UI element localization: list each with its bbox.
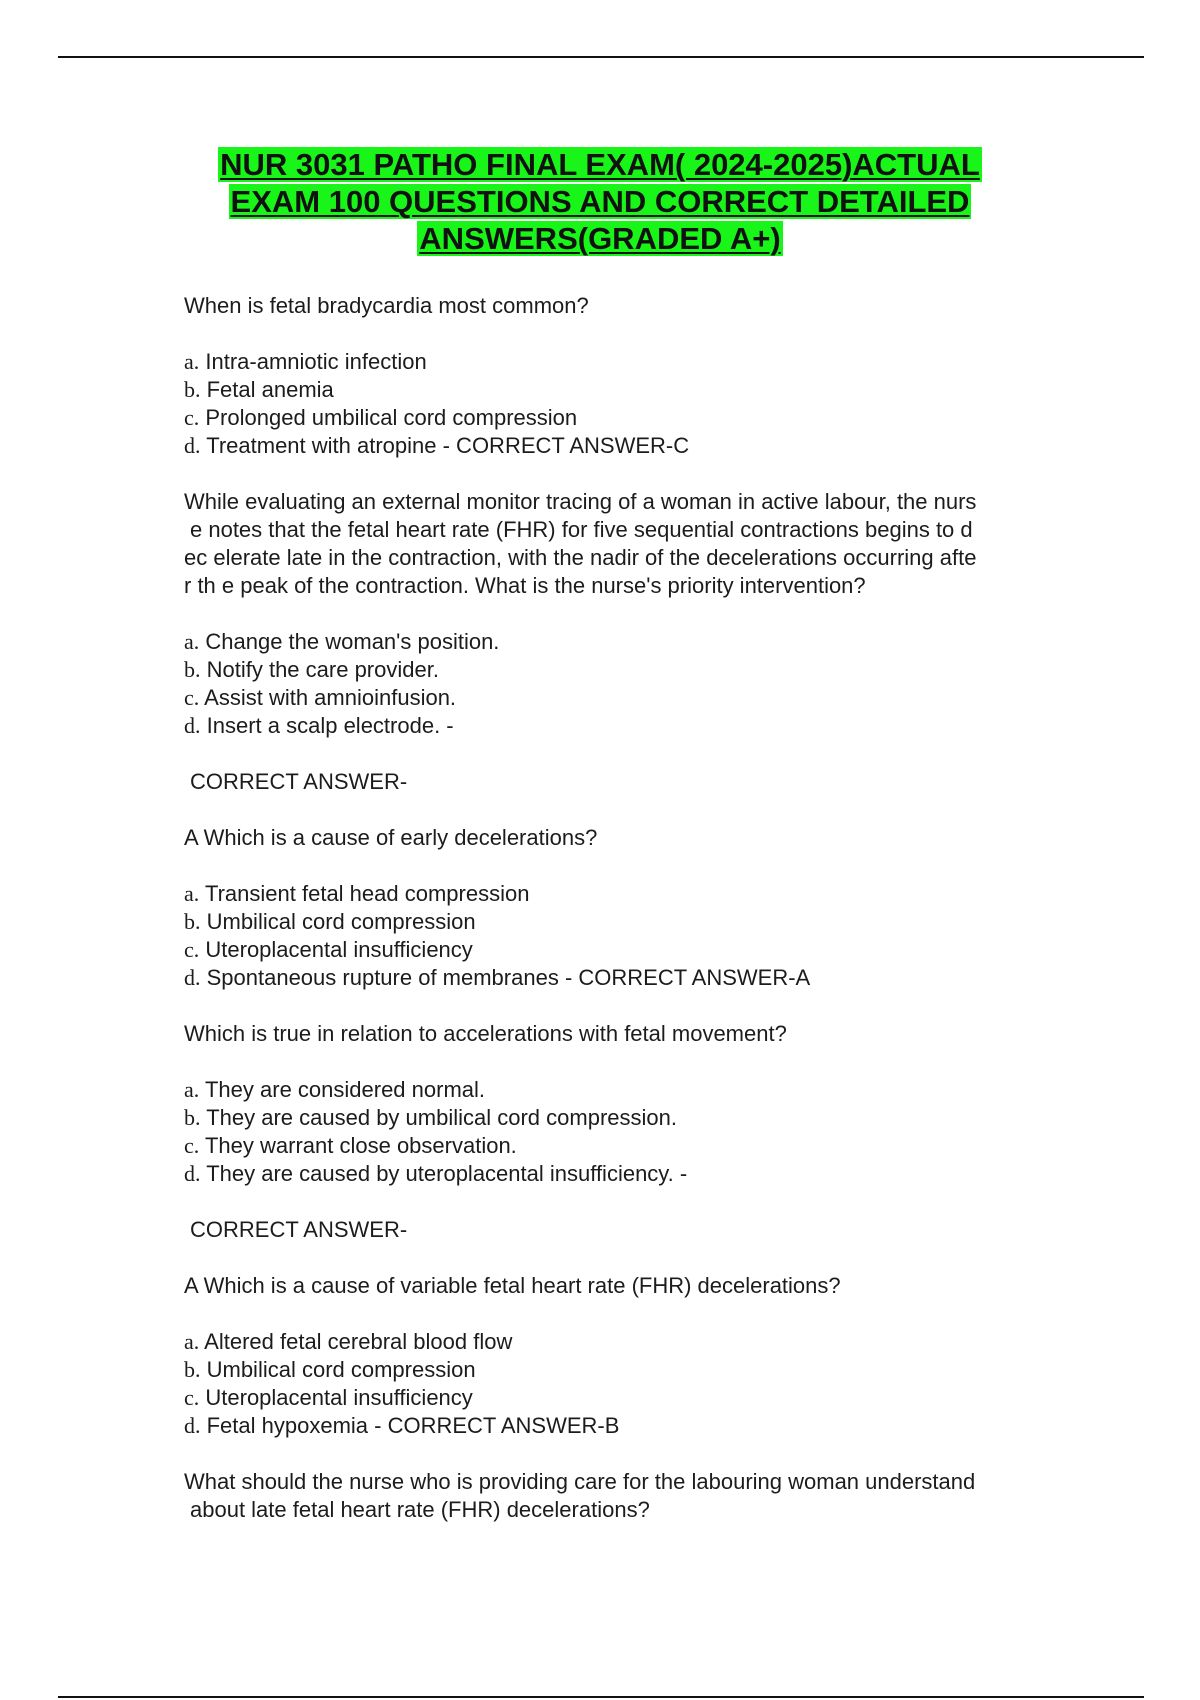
option-b: b. Notify the care provider. (184, 657, 439, 682)
question-2-answer: CORRECT ANSWER- (190, 769, 408, 794)
bottom-divider (58, 1696, 1144, 1698)
question-1-options (184, 348, 1064, 460)
option-d: d. Fetal hypoxemia - CORRECT ANSWER-B (184, 1413, 620, 1438)
title-line-1: NUR 3031 PATHO FINAL EXAM( 2024-2025)ACTUAL (220, 147, 980, 182)
option-c: c. They warrant close observation. (184, 1133, 517, 1158)
option-b: b. Fetal anemia (184, 377, 334, 402)
question-6 (184, 1468, 1064, 1524)
option-d: d. Insert a scalp electrode. - (184, 713, 454, 738)
option-b: b. Umbilical cord compression (184, 1357, 476, 1382)
title-line-3: ANSWERS(GRADED A+) (419, 221, 781, 256)
question-4-answer: CORRECT ANSWER- (190, 1217, 408, 1242)
question-6-line: What should the nurse who is providing care for the labouring woman understand (184, 1469, 976, 1494)
option-a: a. Intra-amniotic infection (184, 349, 427, 374)
question-2-line: e notes that the fetal heart rate (FHR) for five sequential contractions begins to d (190, 517, 973, 542)
question-2-line: While evaluating an external monitor tracing of a woman in active labour, the nurs (184, 489, 977, 514)
option-c: c. Uteroplacental insufficiency (184, 937, 473, 962)
option-b: b. Umbilical cord compression (184, 909, 476, 934)
question-5: A Which is a cause of variable fetal heart rate (FHR) decelerations? (184, 1273, 841, 1298)
question-5-options (184, 1328, 1064, 1440)
option-a: a. Altered fetal cerebral blood flow (184, 1329, 513, 1354)
document-body (184, 292, 1064, 1552)
option-c: c. Uteroplacental insufficiency (184, 1385, 473, 1410)
title-line-2: EXAM 100 QUESTIONS AND CORRECT DETAILED (230, 184, 970, 219)
question-4-options (184, 1076, 1064, 1188)
question-4: Which is true in relation to accelerations with fetal movement? (184, 1021, 787, 1046)
question-2 (184, 488, 1064, 600)
top-divider (58, 56, 1144, 58)
question-6-line: about late fetal heart rate (FHR) decelerations? (190, 1497, 650, 1522)
option-d: d. Treatment with atropine - CORRECT ANSWER-C (184, 433, 690, 458)
question-3-options (184, 880, 1064, 992)
question-1: When is fetal bradycardia most common? (184, 293, 589, 318)
question-2-line: ec elerate late in the contraction, with the nadir of the decelerations occurring afte (184, 545, 977, 570)
option-d: d. They are caused by uteroplacental insufficiency. - (184, 1161, 688, 1186)
question-2-line: r th e peak of the contraction. What is the nurse's priority intervention? (184, 573, 866, 598)
option-a: a. Change the woman's position. (184, 629, 500, 654)
option-a: a. They are considered normal. (184, 1077, 486, 1102)
option-a: a. Transient fetal head compression (184, 881, 530, 906)
option-c: c. Prolonged umbilical cord compression (184, 405, 578, 430)
option-c: c. Assist with amnioinfusion. (184, 685, 457, 710)
question-2-options (184, 628, 1064, 740)
question-3: A Which is a cause of early decelerations? (184, 825, 598, 850)
option-d: d. Spontaneous rupture of membranes - CORRECT ANSWER-A (184, 965, 811, 990)
document-title (150, 146, 1050, 257)
option-b: b. They are caused by umbilical cord compression. (184, 1105, 677, 1130)
